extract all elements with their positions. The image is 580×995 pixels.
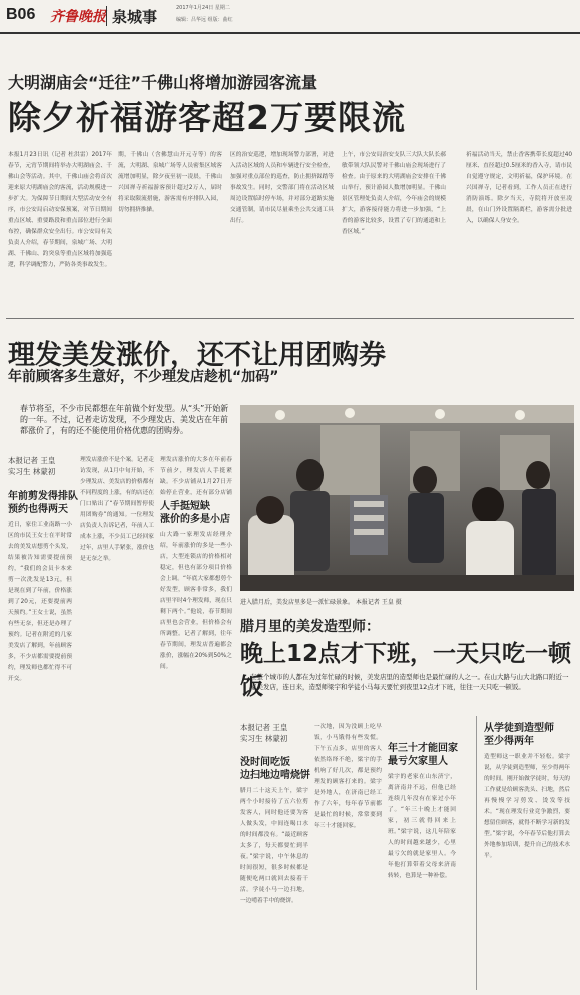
photo-caption: 进入腊月后，美发店里多是一派忙碌景象。 本报记者 王皇 摄: [240, 599, 402, 606]
story3-kicker: 腊月里的美发造型师：: [240, 619, 380, 635]
story2-byline-reporter: 本报记者 王皇: [8, 456, 56, 465]
story3-subhead-2-line1: 年三十才能回家: [388, 743, 458, 754]
story3-subhead-3-line1: 从学徒到造型师: [484, 723, 554, 734]
page-header: [0, 0, 580, 34]
story2-column-3: 理发店涨价的大多在年前春节前夕，理发店人手挺紧缺。不少店铺从1月27日开始停止营业，还有部分店铺: [160, 457, 232, 495]
story2-byline-intern: 实习生 林蒙初: [8, 467, 56, 476]
story1-column-1: 本报1月23日讯（记者 杜洪雷）2017年春节，元宵节期间将举办大明湖庙会、千佛山会等活动。其中，千佛山庙会将首次迎来原大明湖庙会的客流，活动规模进一步扩大。为保障节日期间大型活动安全有序，市公安局启动安保预案，对节日期间重点区域、重要路段和重点部位进行全面布控，确保群众安全出行。市公安局有关负责人介绍，春节期间，泉城广场、大明湖、千佛山、趵突泉等重点区域将加强巡逻，科学调配警力，严防各类事故发生。: [8, 152, 112, 268]
salon-photo-image: [240, 405, 574, 591]
story2-column-2: 理发店涨价不是个案。记者走访发现，从1月中旬开始，不少理发店、美发店的价格都有不同程度的上涨，有的店还在门口贴出了“春节期间暂停使用团购券”的通知。一位理发店负责人告诉记者，年前人工成本上涨，不少员工已经回家过年，店里人手紧张，涨价也是无奈之举。: [80, 457, 154, 562]
story3-subhead-1-line1: 没时间吃饭: [240, 757, 290, 768]
story2-column-1: 近日，家住工业南路一小区的市民王女士在平时常去的美发店想剪个头发，结果被告知需要提前预约，“我们的会员卡本来剪一次洗发是13元，但是现在到了年前，价格涨到了20元，还要提前两天预约。”王女士说，虽然有些无奈，但还是办理了预约。记者在附近的几家美发店了解到，年前顾客多，不少店都需要提前预约，理发师也都忙得不可开交。: [8, 522, 72, 682]
page-number: B06: [6, 6, 36, 23]
story3-subhead-1-line2: 边扫地边啃烧饼: [240, 770, 310, 781]
story2-subhead-2-line2: 涨价的多是小店: [160, 514, 230, 525]
section-title: 泉城事: [112, 8, 158, 26]
header-divider: [106, 6, 107, 26]
story3-byline-intern: 实习生 林蒙初: [240, 734, 288, 743]
story-divider: [6, 318, 574, 319]
story1-column-3: 区的治安巡逻，增加现场警力部署，对进入活动区域的人员和车辆进行安全检查，加强对重点部位的巡查，防止拥挤踩踏等事故发生。同时，交警部门将在活动区域周边设置临时停车场，并对部分道路实施交通管制，请市民尽量乘坐公共交通工具出行。: [230, 152, 334, 224]
story1-column-4: 上午，市公安局治安支队三大队大队长郝敏带领大队民警对千佛山庙会现场进行了检查。由于原来的大明湖庙会安排在千佛山举行，预计游园人数增加明显。千佛山景区管理处负责人介绍，今年庙会的规模扩大，游客接待能力将进一步加强，“上香的游客比较多，设置了专门的通道和上香区域。”: [342, 152, 446, 235]
story2-subhead: 年前顾客多生意好，不少理发店趁机“加码”: [8, 369, 279, 385]
story3-lead: 在整个城市的人都在为过年忙碌的时候，美发店里的造型师也是最忙碌的人之一。在山大路与山大北路口附近一家美发店，连日来，造型师梁宇和学徒小马每天要忙到夜里12点才下班，往往一天只吃一顿饭。: [250, 673, 569, 691]
story2-headline: 理发美发涨价，还不让用团购券: [8, 340, 386, 371]
story1-column-5: 祈福活动当天，禁止香客携带长度超过40厘米、直径超过0.5厘米的香入寺，请市民自觉遵守规定，文明祈福，保护环境。在兴国禅寺，记者看到，工作人员正在进行消防演练。除夕当天，寺院将开放至凌晨，在山门外设置隔离栏，游客需分批进入，以确保人身安全。: [466, 152, 572, 224]
story3-column-2: 一次地，因为没顾上吃早饭，小马饿得有些发慌。下午五点多，店里的客人依然络绎不绝，梁宇的手机响了好几次，都是预约理发的顾客打来的。梁宇是外地人，在济南已经工作了六年，每年春节前都是最忙的时候，常常要到年三十才能回家。: [314, 724, 382, 829]
editor-credits: 编辑：吕华远 组版：曲红: [176, 17, 233, 23]
story2-lead: 春节将至，不少市民都想在年前做个好发型。从“头”开始新的一年。不过，记者走访发现，不少理发店、美发店在年前都涨价了，有的还不能使用价格优惠的团购券。: [20, 404, 229, 435]
story3-subhead-3-line2: 至少得两年: [484, 736, 534, 747]
issue-date: 2017年1月24日 星期二: [176, 5, 230, 11]
story2-column-3b: 山大路一家理发店经理介绍，年前涨价的多是一些小店，大型连锁店的价格相对稳定，但也有部分项目价格会上调。“年底大家都想剪个好发型，顾客非常多，我们店里平时4个理发师，现在只剩下两个。”他说，春节期间店里也会营业，但价格会有所调整。记者了解到，往年春节期间，理发店普遍都会涨价，涨幅在20%到50%之间。: [160, 532, 232, 670]
story3-headline: 晚上12点才下班，一天只吃一顿饭: [240, 641, 572, 700]
newspaper-logo: 齐鲁晚报: [50, 9, 106, 25]
salon-photo: [240, 405, 574, 591]
story3-subhead-2-line2: 最亏欠家里人: [388, 756, 448, 767]
story2-subhead-2-line1: 人手挺短缺: [160, 501, 210, 512]
column-divider: [476, 716, 477, 990]
story1-headline: 除夕祈福游客超2万要限流: [8, 98, 406, 137]
story3-column-4: 造型师这一职业并不轻松。梁宇说，从学徒到造型师，至少得两年的时间。刚开始做学徒时，每天的工作就是给顾客洗头、扫地，然后再慢慢学习剪发、烫发等技术。“现在理发行业竞争激烈，要想留住顾客，就得不断学习新的发型。”梁宇说，今年春节后他打算去外地参加培训，提升自己的技术水平。: [484, 754, 570, 859]
story3-byline-reporter: 本报记者 王皇: [240, 723, 288, 732]
story2-subhead-1-line1: 年前剪发得排队: [8, 491, 78, 502]
story3-column-3: 梁宇的老家在山东济宁，离济南并不远，但他已经连续几年没有在家过小年了。“年三十晚上才能回家，初三就得回来上班。”梁宇说，这几年陪家人的时间越来越少，心里最亏欠的就是家里人。今年他打算带着父母来济南转转，也算是一种补偿。: [388, 774, 456, 879]
story3-column-1: 腊月二十这天上午，梁宇两个小时接待了五六位剪发客人，同时他还要为客人做头发，中间连喝口水的时间都没有。“最近顾客太多了，每天都要忙到半夜。”梁宇说，中午休息的时间很短，很多时候都是随便吃两口就回去接着干活。学徒小马一边扫地，一边啃着手中的烧饼。: [240, 788, 308, 904]
story1-kicker: 大明湖庙会“迁往”千佛山将增加游园客流量: [8, 73, 318, 92]
story1-column-2: 期，千佛山（含佛慧山开元寺等）的客流，大明湖、泉城广场等人员密集区域客流增加明显，除夕夜至初一凌晨，千佛山兴国禅寺祈福游客预计超过2万人，届时将采取限流措施，游客需有序排队入园，切勿拥挤推搡。: [118, 152, 222, 213]
story2-subhead-1-line2: 预约也得两天: [8, 504, 68, 515]
